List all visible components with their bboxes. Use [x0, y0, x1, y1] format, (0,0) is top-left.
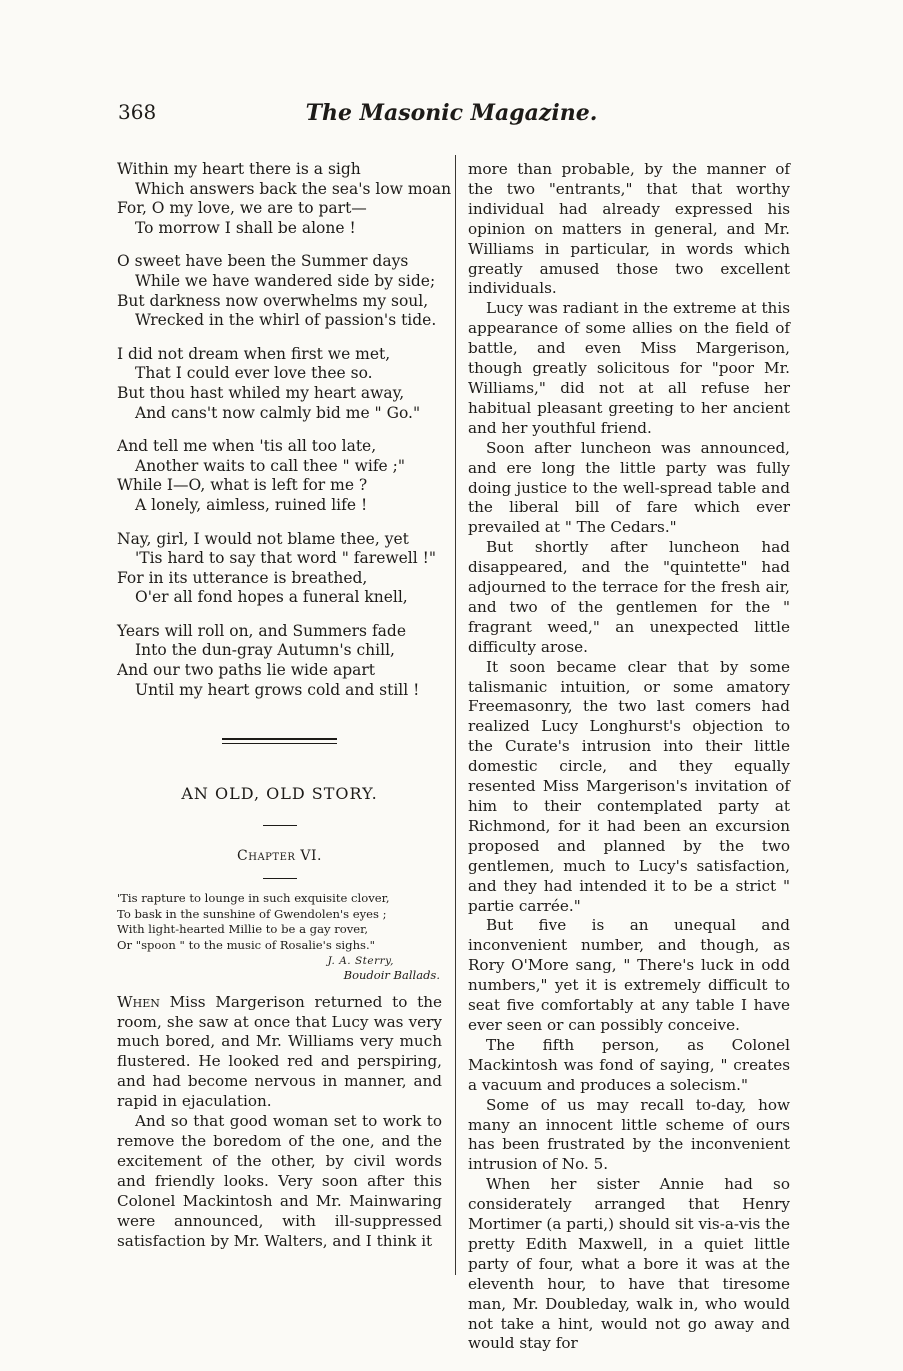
poem-stanza: [117, 622, 442, 700]
magazine-title: The Masonic Magazine.: [305, 100, 598, 126]
story-paragraph: It soon became clear that by some talismanic intuition, or some amatory Freemasonry, the two last comers had realized Lucy Longhurst's objection to the Curate's intrusion into their little domestic circle, and they equally resented Miss Margerison's invitation of him to their contemplated party at Richmond, for it had been an excursion proposed and planned by the two gentlemen, much to Lucy's satisfaction, and they had intended it to be a strict " partie carrée.": [468, 657, 790, 915]
story-paragraph: The fifth person, as Colonel Mackintosh was fond of saying, " creates a vacuum and produces a solecism.": [468, 1035, 790, 1094]
verse-line: 'Tis hard to say that word " farewell !": [135, 549, 437, 568]
page-number: 368: [118, 100, 157, 124]
verse-line: And cans't now calmly bid me " Go.": [135, 403, 421, 422]
epigraph-line: To bask in the sunshine of Gwendolen's eyes ;: [117, 906, 387, 921]
poem-stanza: [117, 252, 442, 330]
story-paragraph: Lucy was radiant in the extreme at this appearance of some allies on the field of battle, and even Miss Margerison, though greatly solicitous for "poor Mr. Williams," did not at all refuse her habitual pleasant greeting to her ancient and her youthful friend.: [468, 299, 790, 437]
epigraph-line: 'Tis rapture to lounge in such exquisite clover,: [117, 891, 390, 906]
story-paragraph: Some of us may recall to-day, how many an innocent little scheme of ours has been frustrated by the inconvenient intrusion of No. 5.: [468, 1095, 790, 1174]
section-double-rule: [222, 738, 337, 744]
verse-line: But darkness now overwhelms my soul,: [117, 291, 429, 310]
verse-line: Which answers back the sea's low moan: [135, 179, 452, 198]
paragraph-text: Miss Margerison returned to the room, she saw at once that Lucy was very much bored, and Mr. Williams very much flustered. He looked red and perspiring, and had become nervous in manner, and rapid in ejaculation.: [117, 992, 442, 1111]
story-paragraph: When her sister Annie had so considerately arranged that Henry Mortimer (a parti,) should sit vis-a-vis the pretty Edith Maxwell, in a quiet little party of four, what a bore it was at the eleventh hour, to have that tiresome man, Mr. Doubleday, walk in, who would not take a hint, would not go away and would stay for: [468, 1175, 790, 1353]
poem-stanza: [117, 530, 442, 608]
verse-line: But thou hast whiled my heart away,: [117, 383, 405, 402]
story-paragraph: But five is an unequal and inconvenient number, and though, as Rory O'More sang, " There's luck in odd numbers," yet it is extremely difficult to seat five comfortably at any table I have ever seen or can possibly conceive.: [468, 916, 790, 1034]
right-column: [468, 160, 790, 1354]
story-paragraph: And so that good woman set to work to remove the boredom of the one, and the excitement of the other, by civil words and friendly looks. Very soon after this Colonel Mackintosh and Mr. Mainwaring were announced, with ill-suppressed satisfaction by Mr. Walters, and I think it: [117, 1112, 442, 1250]
opening-word: When: [117, 992, 160, 1011]
verse-line: And our two paths lie wide apart: [117, 661, 375, 680]
verse-line: For in its utterance is breathed,: [117, 568, 368, 587]
epigraph: [117, 891, 442, 982]
title-rule: [263, 825, 297, 826]
verse-line: Within my heart there is a sigh: [117, 160, 361, 178]
story-paragraph: [117, 993, 442, 1112]
verse-line: Into the dun-gray Autumn's chill,: [135, 641, 395, 660]
verse-line: While we have wandered side by side;: [135, 271, 436, 290]
verse-line: To morrow I shall be alone !: [135, 218, 356, 237]
poem: [117, 160, 452, 700]
verse-line: Years will roll on, and Summers fade: [117, 621, 407, 640]
poem-stanza: [117, 437, 442, 515]
verse-line: For, O my love, we are to part—: [117, 199, 367, 218]
left-column: [117, 160, 452, 1251]
story-paragraph: Soon after luncheon was announced, and ere long the little party was fully doing justice to the well-spread table and the liberal bill of fare which ever prevailed at " The Cedars.": [468, 438, 790, 537]
poem-stanza: [117, 160, 452, 238]
epigraph-line: Or "spoon " to the music of Rosalie's sighs.": [117, 938, 376, 953]
verse-line: I did not dream when first we met,: [117, 344, 391, 363]
story-title: AN OLD, OLD STORY.: [181, 784, 378, 804]
verse-line: Until my heart grows cold and still !: [135, 680, 420, 699]
verse-line: Another waits to call thee " wife ;": [135, 456, 406, 475]
verse-line: Nay, girl, I would not blame thee, yet: [117, 529, 409, 548]
chapter-rule: [263, 878, 297, 879]
poem-stanza: [117, 345, 442, 423]
verse-line: A lonely, aimless, ruined life !: [135, 495, 368, 514]
story-paragraph: But shortly after luncheon had disappeared, and the "quintette" had adjourned to the terrace for the fresh air, and two of the gentlemen for the " fragrant weed," an unexpected little difficulty arose.: [468, 538, 790, 656]
verse-line: And tell me when 'tis all too late,: [117, 437, 377, 456]
column-divider: [455, 155, 456, 1275]
epigraph-line: With light-hearted Millie to be a gay rover,: [117, 922, 369, 937]
verse-line: O sweet have been the Summer days: [117, 252, 409, 271]
page-header: [0, 100, 903, 130]
chapter-heading: Chapter VI.: [237, 848, 322, 865]
verse-line: While I—O, what is left for me ?: [117, 476, 368, 495]
epigraph-author: J. A. Sterry,: [327, 954, 394, 967]
verse-line: O'er all fond hopes a funeral knell,: [135, 588, 408, 607]
verse-line: That I could ever love thee so.: [135, 364, 373, 383]
story-paragraph: more than probable, by the manner of the two "entrants," that that worthy individual had already expressed his opinion on matters in general, and Mr. Williams in particular, in words which greatly amused those two excellent individuals.: [468, 160, 790, 298]
verse-line: Wrecked in the whirl of passion's tide.: [135, 311, 437, 330]
epigraph-source: Boudoir Ballads.: [343, 967, 440, 982]
